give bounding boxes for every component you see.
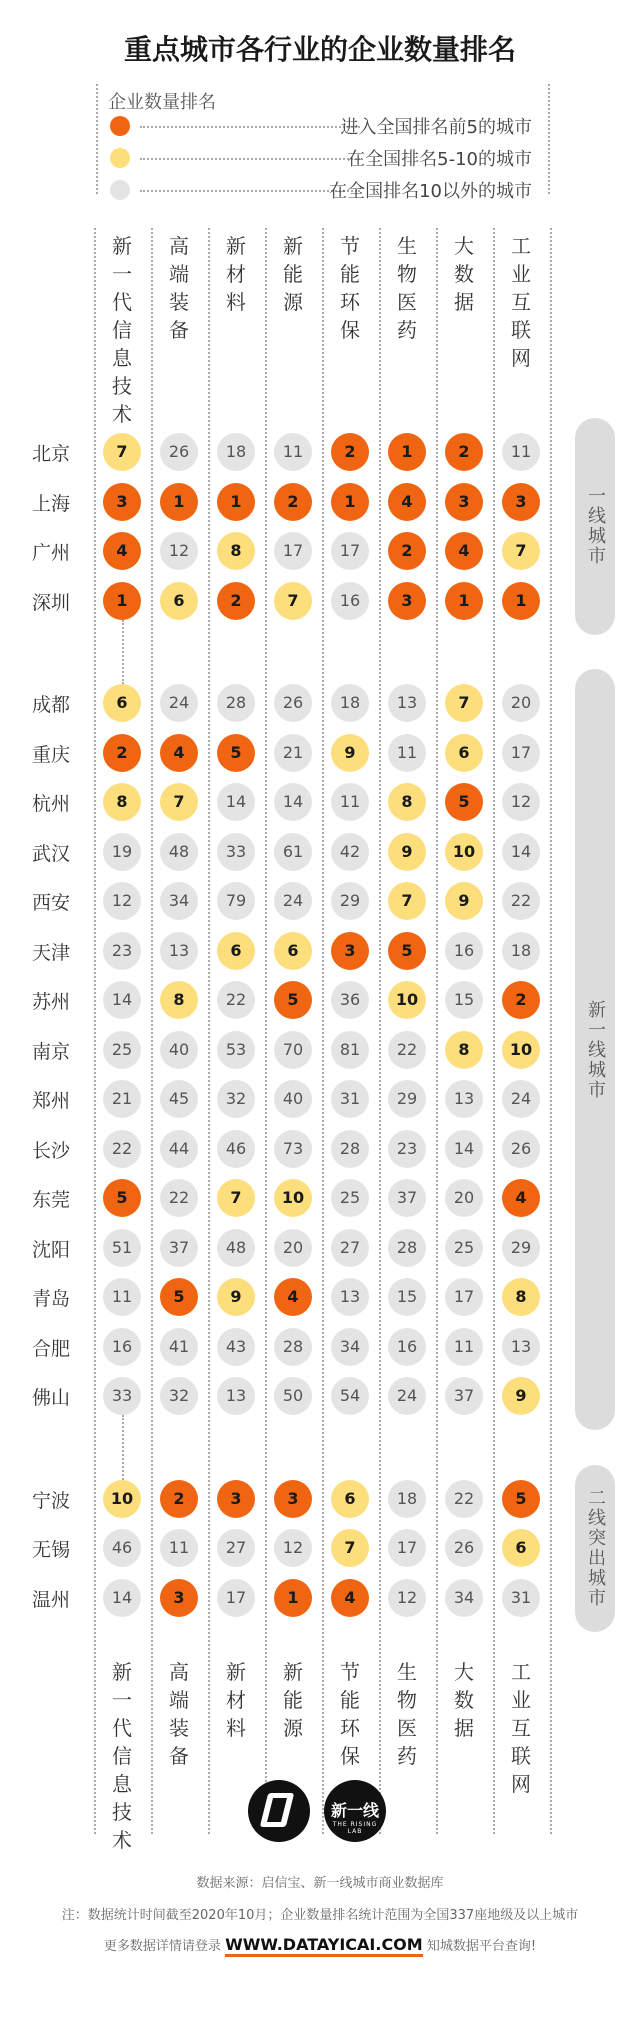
city-label: 温州: [31, 1588, 70, 1611]
rank-dot: 17: [388, 1529, 426, 1567]
rank-dot: 46: [103, 1529, 141, 1567]
rank-dot: 5: [274, 981, 312, 1019]
rank-dot: 48: [217, 1229, 255, 1267]
rank-dot: 6: [103, 684, 141, 722]
rank-dot: 31: [502, 1579, 540, 1617]
rank-dot: 4: [502, 1179, 540, 1217]
rank-dot: 17: [274, 532, 312, 570]
rank-dot: 9: [502, 1377, 540, 1415]
group-tag: [575, 1465, 615, 1632]
city-label: 上海: [31, 492, 70, 515]
rank-dot: 22: [160, 1179, 198, 1217]
column-separator: [436, 228, 438, 1834]
column-separator: [322, 228, 324, 1834]
column-header-bottom: 新 材 料: [226, 1659, 246, 1740]
city-label: 无锡: [31, 1539, 70, 1561]
rank-dot: 19: [103, 833, 141, 871]
rank-dot: 10: [502, 1031, 540, 1069]
group-tag: [575, 669, 615, 1430]
legend-swatch-top5: [110, 116, 130, 136]
rank-dot: 13: [160, 932, 198, 970]
rank-dot: 9: [445, 882, 483, 920]
rank-dot: 16: [331, 582, 369, 620]
rank-dot: 7: [160, 783, 198, 821]
rank-dot: 4: [103, 532, 141, 570]
rank-dot: 22: [103, 1130, 141, 1168]
rank-dot: 7: [388, 882, 426, 920]
column-separator: [493, 228, 495, 1834]
rank-dot: 4: [388, 483, 426, 521]
legend-label-other: 在全国排名10以外的城市: [329, 181, 532, 202]
rank-dot: 29: [388, 1080, 426, 1118]
rank-dot: 12: [103, 882, 141, 920]
rank-dot: 15: [445, 981, 483, 1019]
rank-dot: 28: [217, 684, 255, 722]
city-label: 南京: [31, 1040, 70, 1063]
rank-dot: 21: [103, 1080, 141, 1118]
rank-dot: 24: [502, 1080, 540, 1118]
rank-dot: 7: [274, 582, 312, 620]
rank-dot: 61: [274, 833, 312, 871]
rank-dot: 8: [502, 1278, 540, 1316]
rank-dot: 11: [331, 783, 369, 821]
rank-dot: 3: [103, 483, 141, 521]
rank-dot: 1: [502, 582, 540, 620]
rank-dot: 6: [217, 932, 255, 970]
rank-dot: 42: [331, 833, 369, 871]
city-label: 郑州: [31, 1090, 70, 1112]
rank-dot: 14: [502, 833, 540, 871]
rank-dot: 18: [331, 684, 369, 722]
rank-dot: 32: [217, 1080, 255, 1118]
rank-dot: 17: [217, 1579, 255, 1617]
rank-dot: 20: [445, 1179, 483, 1217]
rank-dot: 17: [445, 1278, 483, 1316]
rank-dot: 1: [274, 1579, 312, 1617]
rank-dot: 25: [445, 1229, 483, 1267]
rank-dot: 22: [502, 882, 540, 920]
footer-note: 注：数据统计时间截至2020年10月；企业数量排名统计范围为全国337座地级及以上城市: [61, 1908, 579, 1923]
rank-dot: 6: [502, 1529, 540, 1567]
column-separator: [94, 228, 96, 1834]
rank-dot: 2: [160, 1480, 198, 1518]
brand-logo-icon: [248, 1780, 310, 1842]
rank-dot: 81: [331, 1031, 369, 1069]
rank-dot: 3: [160, 1579, 198, 1617]
column-header-bottom: 生 物 医 药: [397, 1659, 417, 1768]
rank-dot: 3: [217, 1480, 255, 1518]
rank-dot: 1: [388, 433, 426, 471]
rank-dot: 1: [445, 582, 483, 620]
rank-dot: 40: [160, 1031, 198, 1069]
column-separator: [265, 228, 267, 1834]
rank-dot: 7: [103, 433, 141, 471]
brand-logo-subtext: THE RISING LAB: [332, 1821, 378, 1835]
rank-dot: 20: [274, 1229, 312, 1267]
rank-dot: 29: [331, 882, 369, 920]
rank-dot: 31: [331, 1080, 369, 1118]
column-header-top: 高 端 装 备: [169, 234, 189, 342]
rank-dot: 4: [274, 1278, 312, 1316]
rank-dot: 2: [502, 981, 540, 1019]
rank-dot: 73: [274, 1130, 312, 1168]
legend-item-top5: [110, 112, 540, 140]
column-header-bottom: 高 端 装 备: [169, 1659, 189, 1768]
legend-item-other: [110, 176, 540, 204]
rank-dot: 3: [331, 932, 369, 970]
rank-dot: 3: [274, 1480, 312, 1518]
city-label: 天津: [31, 941, 70, 964]
rank-dot: 3: [445, 483, 483, 521]
chart-title: 重点城市各行业的企业数量排名: [123, 33, 516, 66]
rank-dot: 26: [274, 684, 312, 722]
city-label: 宁波: [31, 1489, 70, 1512]
column-header-bottom: 工 业 互 联 网: [511, 1659, 531, 1796]
rank-dot: 33: [103, 1377, 141, 1415]
rank-dot: 70: [274, 1031, 312, 1069]
rank-dot: 2: [274, 483, 312, 521]
rank-dot: 1: [103, 582, 141, 620]
rank-dot: 8: [217, 532, 255, 570]
rank-dot: 2: [103, 734, 141, 772]
rank-dot: 5: [217, 734, 255, 772]
rank-dot: 13: [217, 1377, 255, 1415]
footer-more: [0, 1935, 640, 1954]
rank-dot: 12: [274, 1529, 312, 1567]
rank-dot: 8: [103, 783, 141, 821]
rank-dot: 41: [160, 1328, 198, 1366]
rank-dot: 24: [274, 882, 312, 920]
column-header-top: 新 材 料: [226, 234, 246, 314]
rank-dot: 6: [445, 734, 483, 772]
rank-dot: 10: [103, 1480, 141, 1518]
rank-dot: 2: [445, 433, 483, 471]
legend-label-top5: 进入全国排名前5的城市: [340, 117, 532, 138]
group-tag-label: 一线城市: [585, 486, 606, 567]
column-header-top: 新 能 源: [283, 234, 303, 314]
rank-dot: 14: [445, 1130, 483, 1168]
legend-frame-right: [548, 84, 550, 194]
rank-dot: 10: [388, 981, 426, 1019]
group-connector: [122, 1415, 124, 1480]
column-separator: [379, 228, 381, 1834]
column-header-top: 工 业 互 联 网: [511, 234, 531, 370]
rank-dot: 33: [217, 833, 255, 871]
rank-dot: 11: [160, 1529, 198, 1567]
city-label: 广州: [31, 542, 70, 564]
column-header-bottom: 节 能 环 保: [340, 1659, 360, 1768]
legend-leader-line: [140, 190, 360, 192]
rank-dot: 5: [502, 1480, 540, 1518]
footer-site-link[interactable]: WWW.DATAYICAI.COM: [225, 1935, 423, 1957]
rank-dot: 9: [331, 734, 369, 772]
city-label: 长沙: [31, 1139, 70, 1162]
rank-dot: 43: [217, 1328, 255, 1366]
column-header-top: 新 一 代 信 息 技 术: [112, 234, 132, 426]
rank-dot: 2: [331, 433, 369, 471]
rank-dot: 26: [445, 1529, 483, 1567]
rank-dot: 53: [217, 1031, 255, 1069]
rank-dot: 32: [160, 1377, 198, 1415]
rank-dot: 3: [388, 582, 426, 620]
city-label: 青岛: [31, 1288, 70, 1310]
rank-dot: 22: [217, 981, 255, 1019]
column-header-top: 节 能 环 保: [340, 234, 360, 342]
rank-dot: 24: [160, 684, 198, 722]
rank-dot: 18: [217, 433, 255, 471]
rank-dot: 13: [388, 684, 426, 722]
rank-dot: 9: [388, 833, 426, 871]
rank-dot: 4: [445, 532, 483, 570]
column-header-bottom: 新 能 源: [283, 1659, 303, 1740]
city-label: 东莞: [31, 1189, 70, 1211]
city-label: 西安: [31, 892, 70, 914]
rank-dot: 14: [217, 783, 255, 821]
column-header-top: 大 数 据: [454, 234, 474, 314]
rank-dot: 28: [331, 1130, 369, 1168]
rank-dot: 37: [445, 1377, 483, 1415]
rank-dot: 11: [445, 1328, 483, 1366]
footer-more-prefix: 更多数据详情请登录: [103, 1939, 221, 1954]
rank-dot: 25: [103, 1031, 141, 1069]
rank-dot: 1: [160, 483, 198, 521]
rank-dot: 8: [388, 783, 426, 821]
rank-dot: 37: [388, 1179, 426, 1217]
rank-dot: 1: [331, 483, 369, 521]
city-label: 佛山: [31, 1387, 70, 1409]
rank-dot: 26: [160, 433, 198, 471]
rank-dot: 22: [445, 1480, 483, 1518]
rank-dot: 48: [160, 833, 198, 871]
rank-dot: 6: [160, 582, 198, 620]
city-label: 成都: [31, 694, 70, 716]
rank-dot: 54: [331, 1377, 369, 1415]
rank-dot: 12: [502, 783, 540, 821]
rank-dot: 13: [502, 1328, 540, 1366]
rank-dot: 6: [331, 1480, 369, 1518]
legend-frame-left: [96, 84, 98, 194]
rank-dot: 7: [217, 1179, 255, 1217]
city-label: 重庆: [31, 743, 70, 766]
column-header-top: 生 物 医 药: [397, 234, 417, 342]
footer-source: 数据来源：启信宝、新一线城市商业数据库: [196, 1876, 444, 1891]
brand-logo-text: 新一线: [330, 1801, 379, 1820]
rank-dot: 11: [388, 734, 426, 772]
rank-dot: 40: [274, 1080, 312, 1118]
rank-dot: 14: [274, 783, 312, 821]
city-label: 深圳: [31, 591, 70, 614]
rank-dot: 9: [217, 1278, 255, 1316]
rank-dot: 8: [445, 1031, 483, 1069]
column-separator: [208, 228, 210, 1834]
rank-dot: 24: [388, 1377, 426, 1415]
rank-dot: 4: [160, 734, 198, 772]
rank-dot: 34: [160, 882, 198, 920]
rank-dot: 34: [445, 1579, 483, 1617]
rank-dot: 16: [445, 932, 483, 970]
rank-dot: 25: [331, 1179, 369, 1217]
city-label: 杭州: [31, 793, 70, 815]
city-label: 北京: [31, 443, 70, 465]
rank-dot: 12: [388, 1579, 426, 1617]
column-separator: [151, 228, 153, 1834]
legend-item-rank5to10: [110, 144, 540, 172]
footer-more-suffix: 知城数据平台查询!: [426, 1939, 537, 1954]
rank-dot: 23: [388, 1130, 426, 1168]
group-connector: [122, 620, 124, 685]
rank-dot: 50: [274, 1377, 312, 1415]
rank-dot: 13: [331, 1278, 369, 1316]
rank-dot: 3: [502, 483, 540, 521]
rank-dot: 2: [217, 582, 255, 620]
rank-dot: 28: [274, 1328, 312, 1366]
legend-title: 企业数量排名: [108, 92, 216, 113]
rank-dot: 1: [217, 483, 255, 521]
rank-dot: 34: [331, 1328, 369, 1366]
rank-dot: 2: [388, 532, 426, 570]
column-separator: [550, 228, 552, 1834]
rank-dot: 5: [445, 783, 483, 821]
rank-dot: 20: [502, 684, 540, 722]
legend-leader-line: [140, 158, 360, 160]
rank-dot: 51: [103, 1229, 141, 1267]
legend-swatch-other: [110, 180, 130, 200]
rank-dot: 14: [103, 981, 141, 1019]
rank-dot: 17: [502, 734, 540, 772]
rank-dot: 11: [502, 433, 540, 471]
rank-dot: 8: [160, 981, 198, 1019]
rank-dot: 5: [160, 1278, 198, 1316]
rank-dot: 5: [388, 932, 426, 970]
rank-dot: 27: [217, 1529, 255, 1567]
legend-swatch-rank5to10: [110, 148, 130, 168]
rank-dot: 14: [103, 1579, 141, 1617]
rank-dot: 5: [103, 1179, 141, 1217]
rank-dot: 44: [160, 1130, 198, 1168]
rank-dot: 37: [160, 1229, 198, 1267]
rank-dot: 23: [103, 932, 141, 970]
rank-dot: 36: [331, 981, 369, 1019]
rank-dot: 17: [331, 532, 369, 570]
rank-dot: 18: [388, 1480, 426, 1518]
city-label: 沈阳: [31, 1238, 70, 1261]
rank-dot: 16: [388, 1328, 426, 1366]
rank-dot: 11: [274, 433, 312, 471]
rank-dot: 7: [445, 684, 483, 722]
rank-dot: 15: [388, 1278, 426, 1316]
column-header-bottom: 大 数 据: [454, 1659, 474, 1740]
rank-dot: 13: [445, 1080, 483, 1118]
group-tag-label: 二线突出城市: [585, 1488, 606, 1608]
rank-dot: 11: [103, 1278, 141, 1316]
rank-dot: 28: [388, 1229, 426, 1267]
rank-dot: 12: [160, 532, 198, 570]
rank-dot: 7: [502, 532, 540, 570]
rank-dot: 4: [331, 1579, 369, 1617]
rank-dot: 22: [388, 1031, 426, 1069]
rank-dot: 10: [445, 833, 483, 871]
rank-dot: 46: [217, 1130, 255, 1168]
legend-label-rank5to10: 在全国排名5-10的城市: [347, 149, 532, 170]
group-tag: [575, 418, 615, 635]
rank-dot: 6: [274, 932, 312, 970]
rank-dot: 27: [331, 1229, 369, 1267]
column-header-bottom: 新 一 代 信 息 技 术: [112, 1659, 132, 1852]
brand-logo: [324, 1780, 386, 1842]
rank-dot: 26: [502, 1130, 540, 1168]
rank-dot: 10: [274, 1179, 312, 1217]
rank-dot: 45: [160, 1080, 198, 1118]
city-label: 武汉: [31, 842, 70, 865]
city-label: 苏州: [31, 991, 70, 1013]
legend-leader-line: [140, 126, 360, 128]
city-label: 合肥: [31, 1337, 70, 1360]
rank-dot: 16: [103, 1328, 141, 1366]
rank-dot: 29: [502, 1229, 540, 1267]
rank-dot: 79: [217, 882, 255, 920]
rank-dot: 7: [331, 1529, 369, 1567]
rank-dot: 21: [274, 734, 312, 772]
rank-dot: 18: [502, 932, 540, 970]
group-tag-label: 新一线城市: [585, 999, 606, 1100]
